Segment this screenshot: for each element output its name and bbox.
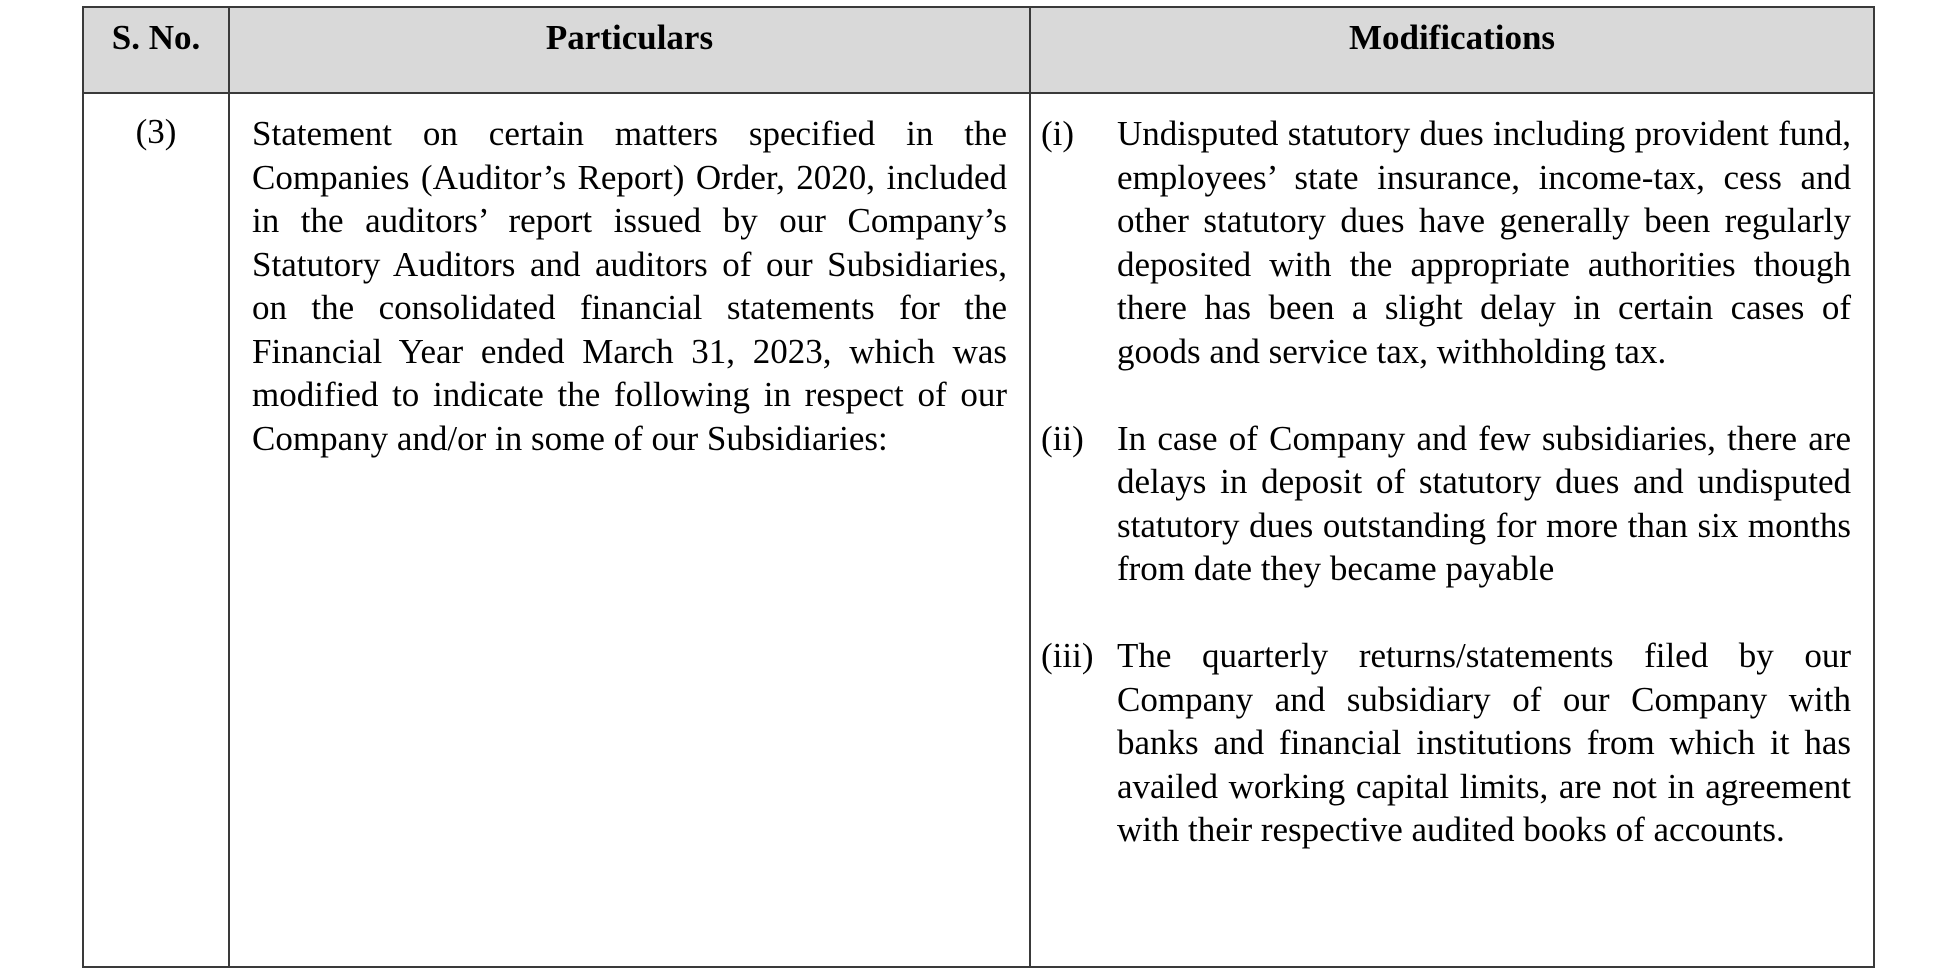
table-row xyxy=(83,93,1874,967)
modifications-cell xyxy=(1030,93,1874,967)
particulars-cell: Statement on certain matters specified in the Companies (Auditor’s Report) Order, 2020, included in the auditors’ report issued by our Company’s Statutory Auditors and auditors of our Subsidiaries, on the consolidated financial statements for the Financial Year ended March 31, 2023, which was modified to indicate the following in respect of our Company and/or in some of our Subsidiaries: xyxy=(229,93,1030,967)
modification-item xyxy=(1041,112,1851,373)
modification-text: Undisputed statutory dues including provident fund, employees’ state insurance, income-tax, cess and other statutory dues have generally been regularly deposited with the appropriate authorities though there has been a slight delay in certain cases of goods and service tax, withholding tax. xyxy=(1117,114,1851,371)
serial-number-cell: (3) xyxy=(83,93,229,967)
table-body xyxy=(83,93,1874,967)
modifications-table xyxy=(82,6,1875,968)
modification-number: (i) xyxy=(1041,114,1075,153)
header-modifications: Modifications xyxy=(1030,7,1874,93)
modification-number: (ii) xyxy=(1041,418,1084,458)
table-header xyxy=(83,7,1874,93)
header-particulars: Particulars xyxy=(229,7,1030,93)
header-row xyxy=(83,7,1874,93)
modification-item xyxy=(1041,417,1851,591)
modification-number: (iii) xyxy=(1041,636,1094,675)
header-sno: S. No. xyxy=(83,7,229,93)
modification-item xyxy=(1041,634,1851,852)
modification-text: The quarterly returns/statements filed by our Company and subsidiary of our Company with banks and financial institutions from which it has availed working capital limits, are not in agreement with their respective audited books of accounts. xyxy=(1117,636,1851,849)
modification-text: In case of Company and few subsidiaries, there are delays in deposit of statutory dues and undisputed statutory dues outstanding for more than six months from date they became payable xyxy=(1117,418,1851,588)
